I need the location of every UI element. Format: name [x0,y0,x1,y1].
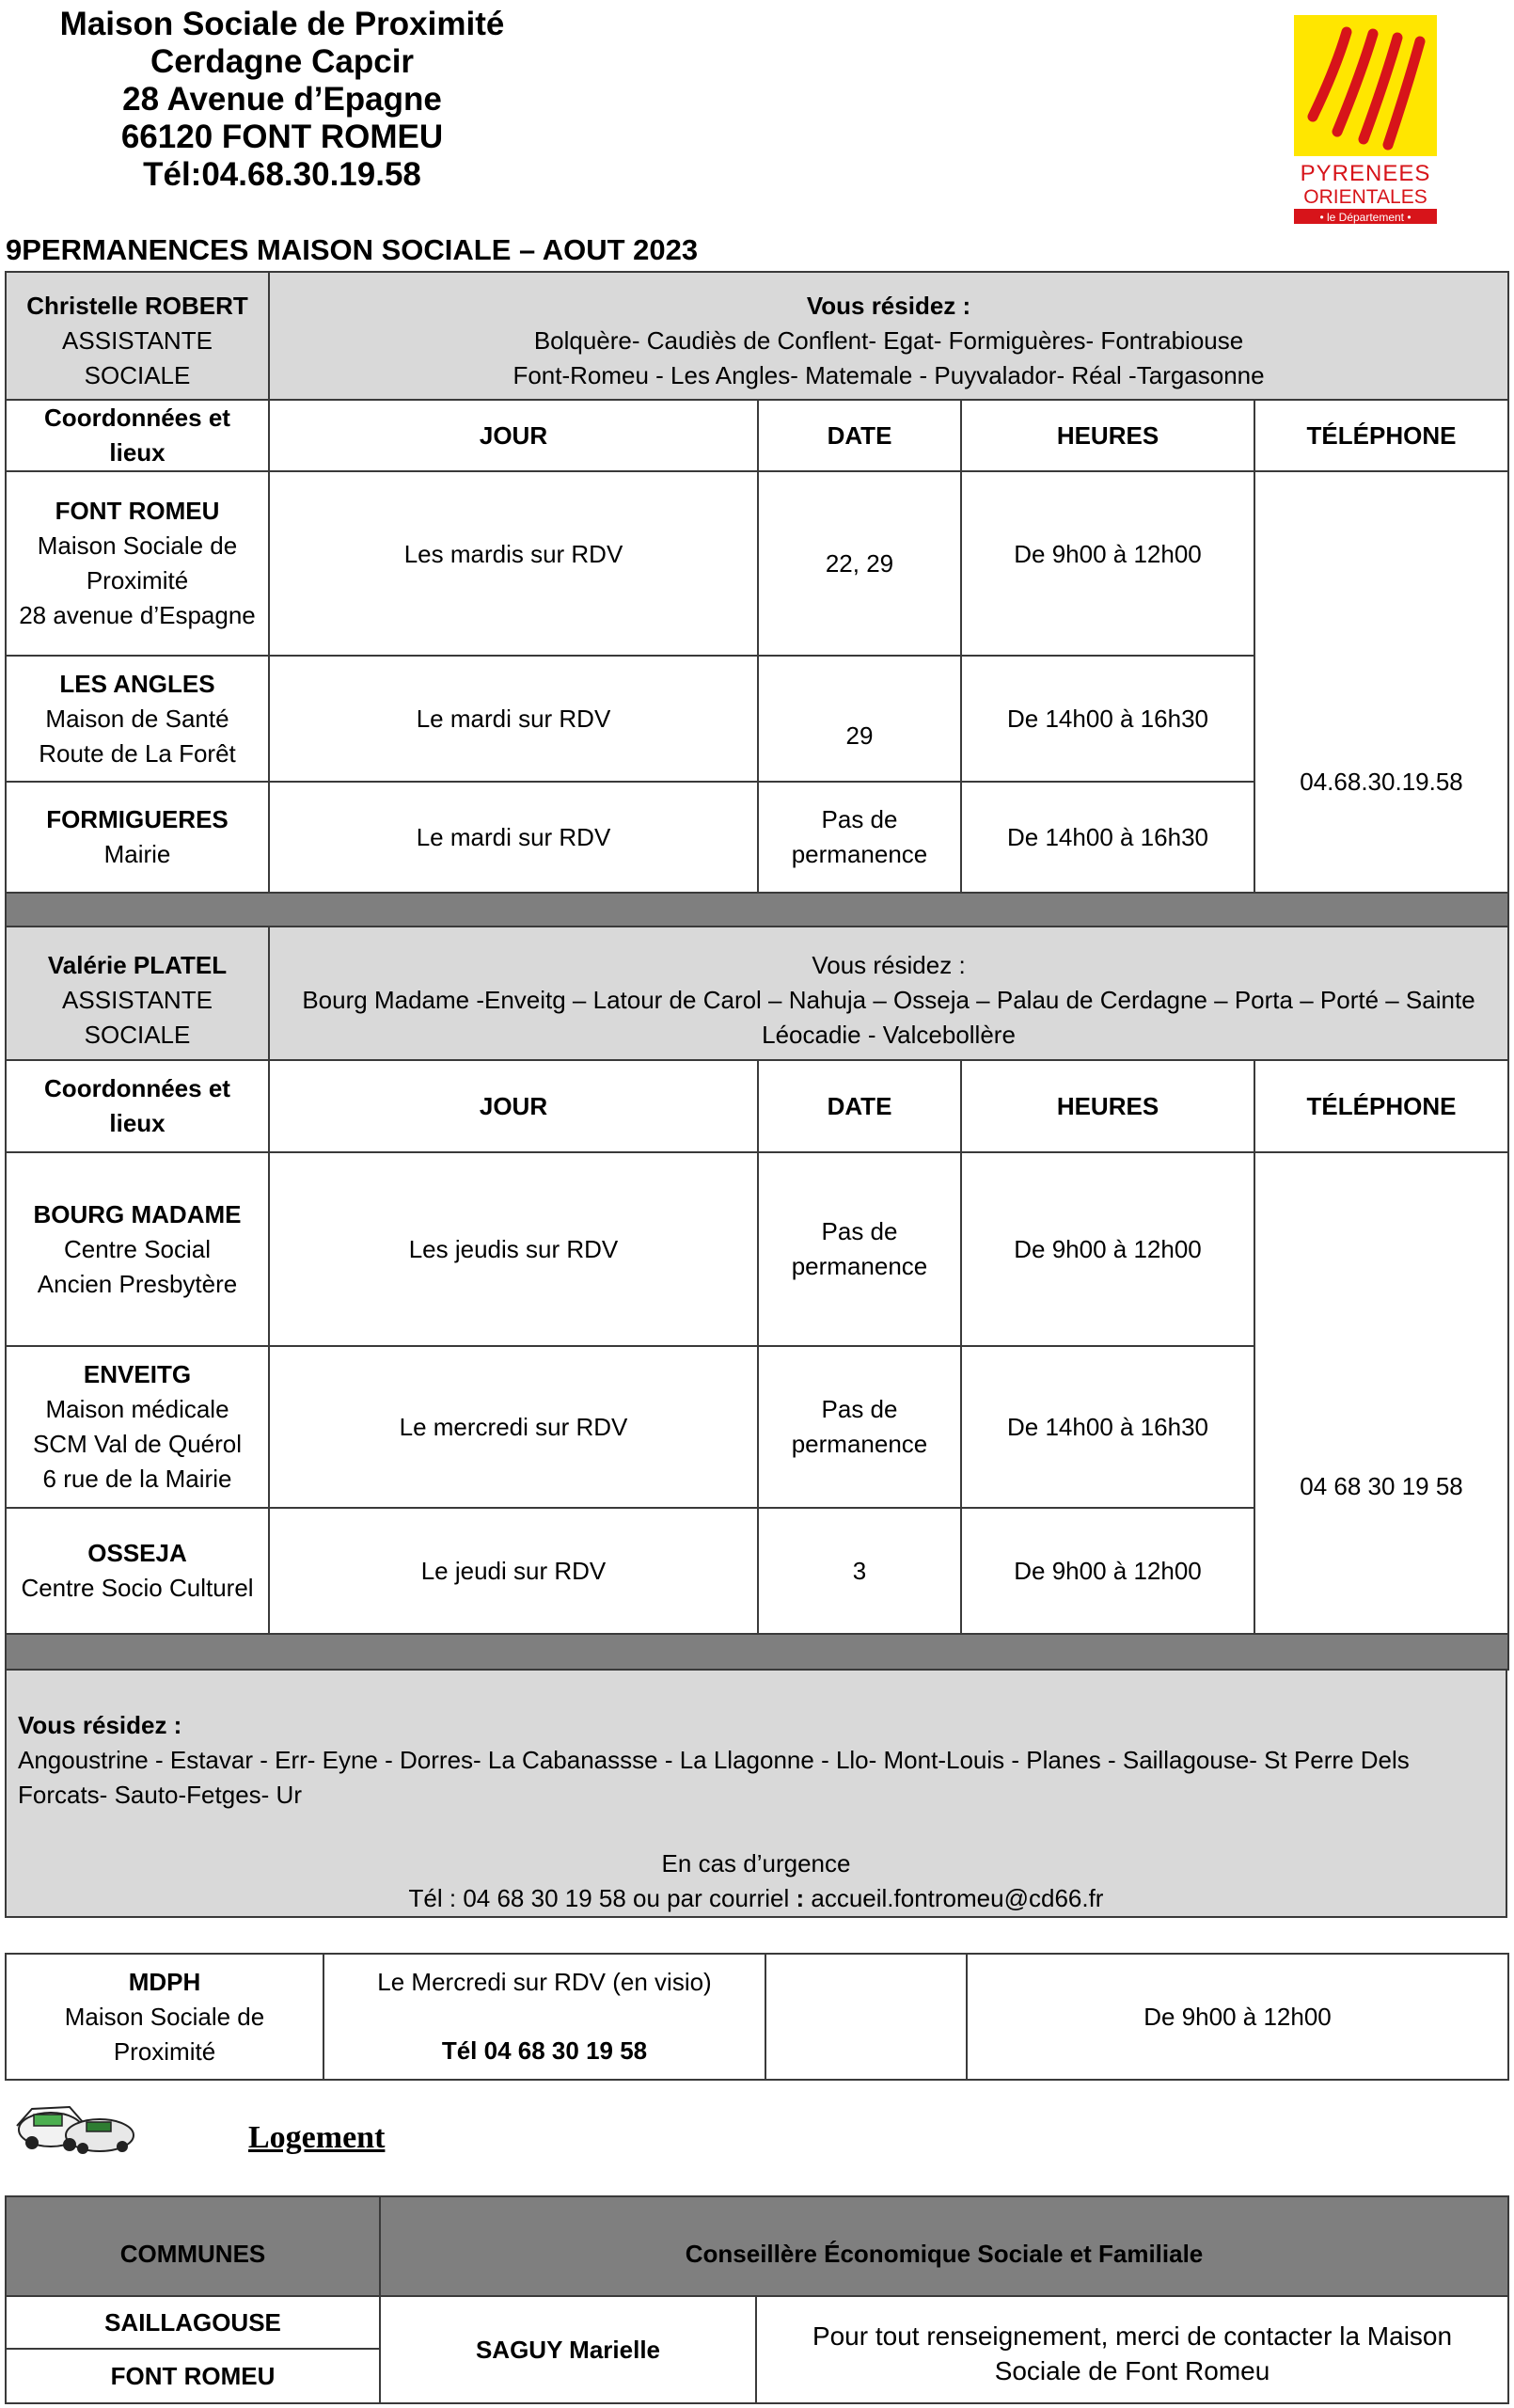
cars-clipart-icon [13,2098,139,2156]
s2-col-heures: HEURES [961,1060,1254,1152]
logement-title: Logement [248,2120,386,2155]
location-line: Maison de Santé [45,704,229,733]
s1-col-telephone: TÉLÉPHONE [1254,400,1508,471]
s1-assistant-role: ASSISTANTE SOCIALE [62,325,213,389]
location-line: Centre Social [63,1234,212,1263]
s2-heures-cell [961,1346,1254,1508]
s2-jour-cell [269,1346,758,1508]
mdph-line: Maison Sociale de [64,2002,265,2031]
s1-jour-cell [269,471,758,656]
jour-value: Les mardis sur RDV [403,539,623,568]
org-area: Cerdagne Capcir [150,43,415,80]
commune-name: FONT ROMEU [110,2361,276,2390]
location-line: 28 avenue d’Espagne [19,601,256,629]
col-cesf-label: Conseillère Économique Sociale et Familiale [685,2239,1204,2268]
s1-phone-value: 04.68.30.19.58 [1300,767,1463,796]
location-line: 6 rue de la Mairie [42,1465,232,1493]
mdph-jour: Le Mercredi sur RDV (en visio) [377,1968,712,1996]
s1-location-font-romeu [6,471,269,656]
logement-person-cell [380,2296,756,2403]
col-coord-line1: Coordonnées et [44,1074,230,1102]
logement-commune-font-romeu [6,2349,380,2403]
org-city: 66120 FONT ROMEU [120,119,444,155]
s1-telephone-cell [1254,471,1508,893]
mdph-empty-cell [765,1954,967,2080]
section1-table [5,271,1509,931]
location-line: Maison Sociale de [37,531,238,560]
heures-value: De 9h00 à 12h00 [1014,1234,1202,1263]
s2-assistant-name: Valérie PLATEL [47,950,228,979]
jour-value: Le mercredi sur RDV [399,1412,628,1441]
mdph-title-cell [6,1954,323,2080]
location-title: LES ANGLES [59,669,215,698]
s2-date-cell [758,1152,961,1346]
heures-value: De 9h00 à 12h00 [1014,539,1202,568]
mdph-heures-cell [967,1954,1508,2080]
s1-date-cell [758,782,961,893]
location-title: ENVEITG [83,1360,192,1388]
s2-col-jour: JOUR [269,1060,758,1152]
s2-residence-text: Bourg Madame -Enveitg – Latour de Carol – Nahuja – Osseja – Palau de Cerdagne – Porta – Porté – Sainte Léocadie - Valcebollère [302,985,1475,1049]
location-line: Route de La Forêt [39,738,236,768]
s2-residence-label: Vous résidez : [812,950,966,979]
s2-heures-cell [961,1508,1254,1634]
jour-value: Les jeudis sur RDV [408,1234,619,1263]
org-street: 28 Avenue d’Epagne [122,81,442,118]
col-communes-label: COMMUNES [119,2239,266,2268]
cesf-person-name: SAGUY Marielle [475,2335,661,2364]
logement-info-text: Pour tout renseignement, merci de contacter la Maison Sociale de Font Romeu [812,2321,1453,2385]
location-line: Ancien Presbytère [37,1269,238,1298]
commune-name: SAILLAGOUSE [104,2307,281,2337]
logement-col-cesf [380,2196,1508,2296]
logement-commune-saillagouse [6,2296,380,2349]
s1-heures-cell [961,471,1254,656]
s2-assistant-cell [6,927,269,1060]
s2-jour-cell [269,1508,758,1634]
s1-residence-line1: Bolquère- Caudiès de Conflent- Egat- Formiguères- Fontrabiouse [533,325,1244,355]
s1-residence-label: Vous résidez : [806,291,971,320]
logement-table [5,2195,1509,2404]
org-phone: Tél:04.68.30.19.58 [143,156,421,193]
s2-jour-cell [269,1152,758,1346]
s2-assistant-role: ASSISTANTE SOCIALE [62,985,213,1049]
jour-value: Le mardi sur RDV [416,822,611,851]
s1-assistant-cell [6,272,269,400]
s2-location-osseja [6,1508,269,1634]
org-name: Maison Sociale de Proximité [59,6,505,42]
s1-residence-cell [269,272,1508,400]
location-line: Maison médicale [45,1395,229,1423]
date-value: Pas de permanence [791,1395,928,1458]
heures-value: De 14h00 à 16h30 [1007,1412,1208,1441]
s1-col-heures: HEURES [961,400,1254,471]
s2-phone-value: 04 68 30 19 58 [1300,1471,1463,1500]
urgence-email-link[interactable]: accueil.fontromeu@cd66.fr [804,1884,1104,1912]
s1-assistant-name: Christelle ROBERT [26,291,248,320]
location-line: Proximité [86,566,189,594]
mdph-tel: Tél 04 68 30 19 58 [441,2036,648,2065]
location-title: FONT ROMEU [55,497,220,525]
mdph-line: Proximité [113,2036,216,2066]
s1-date-cell [758,471,961,656]
urgence-phone: Tél : 04 68 30 19 58 ou par courriel [408,1884,796,1912]
s2-date-cell [758,1508,961,1634]
jour-value: Le mardi sur RDV [416,704,611,733]
location-title: BOURG MADAME [33,1199,242,1228]
location-line: SCM Val de Quérol [32,1430,243,1458]
logo-text-departement: • le Département • [1319,211,1411,224]
logement-col-communes [6,2196,380,2296]
s3-residence-text: Angoustrine - Estavar - Err- Eyne - Dorres- La Cabanassse - La Llagonne - Llo- Mont-Louis - Planes - Saillagouse- St Perre Dels Forcats- Sauto-Fetges- Ur [18,1746,1410,1809]
page-title: 9PERMANENCES MAISON SOCIALE – AOUT 2023 [6,233,699,266]
logo-text-pyrenees: PYRENEES [1300,161,1431,186]
s1-residence-line2: Font-Romeu - Les Angles- Matemale - Puyvalador- Réal -Targasonne [513,360,1265,389]
s1-col-coord [6,400,269,471]
mdph-heures: De 9h00 à 12h00 [1143,2002,1332,2031]
col-coord-line1: Coordonnées et [44,404,230,432]
s2-telephone-cell [1254,1152,1508,1634]
location-title: OSSEJA [87,1539,187,1567]
organization-header [0,6,564,194]
separator-bar [6,893,1508,930]
s3-residence-cell [6,1670,1506,1917]
heures-value: De 9h00 à 12h00 [1014,1556,1202,1585]
s1-jour-cell [269,656,758,782]
date-value: Pas de permanence [791,805,928,868]
logo-text-orientales: ORIENTALES [1303,186,1427,208]
location-line: Mairie [103,840,171,868]
heures-value: De 14h00 à 16h30 [1007,704,1208,733]
urgence-colon: : [796,1884,805,1912]
pyrenees-orientales-logo [1290,13,1441,225]
s2-location-bourg-madame [6,1152,269,1346]
s1-location-formigueres [6,782,269,893]
mdph-jour-cell [323,1954,765,2080]
urgence-label: En cas d’urgence [661,1849,851,1877]
date-value: 29 [845,721,874,750]
col-coord-line2: lieux [109,438,166,467]
s1-col-jour: JOUR [269,400,758,471]
s1-heures-cell [961,782,1254,893]
urgence-contact [18,1881,1494,1916]
logement-info-cell [756,2296,1508,2403]
col-coord-line2: lieux [109,1109,166,1137]
s2-location-enveitg [6,1346,269,1508]
s2-date-cell [758,1346,961,1508]
location-title: FORMIGUERES [46,805,229,833]
separator-bar [6,1634,1508,1670]
mdph-table [5,1953,1509,2081]
jour-value: Le jeudi sur RDV [420,1556,607,1585]
section3-table [5,1669,1507,1918]
s2-residence-cell [269,927,1508,1060]
section2-table [5,926,1509,1671]
date-value: Pas de permanence [791,1217,928,1280]
s2-col-date: DATE [758,1060,961,1152]
s3-residence-label: Vous résidez : [18,1711,182,1739]
location-line: Centre Socio Culturel [21,1574,254,1602]
s2-heures-cell [961,1152,1254,1346]
mdph-title: MDPH [128,1967,201,1996]
s2-col-telephone: TÉLÉPHONE [1254,1060,1508,1152]
date-value: 22, 29 [825,548,894,578]
date-value: 3 [852,1556,867,1585]
s1-date-cell [758,656,961,782]
s1-heures-cell [961,656,1254,782]
s1-location-les-angles [6,656,269,782]
s1-col-date: DATE [758,400,961,471]
s1-jour-cell [269,782,758,893]
heures-value: De 14h00 à 16h30 [1007,822,1208,851]
s2-col-coord [6,1060,269,1152]
